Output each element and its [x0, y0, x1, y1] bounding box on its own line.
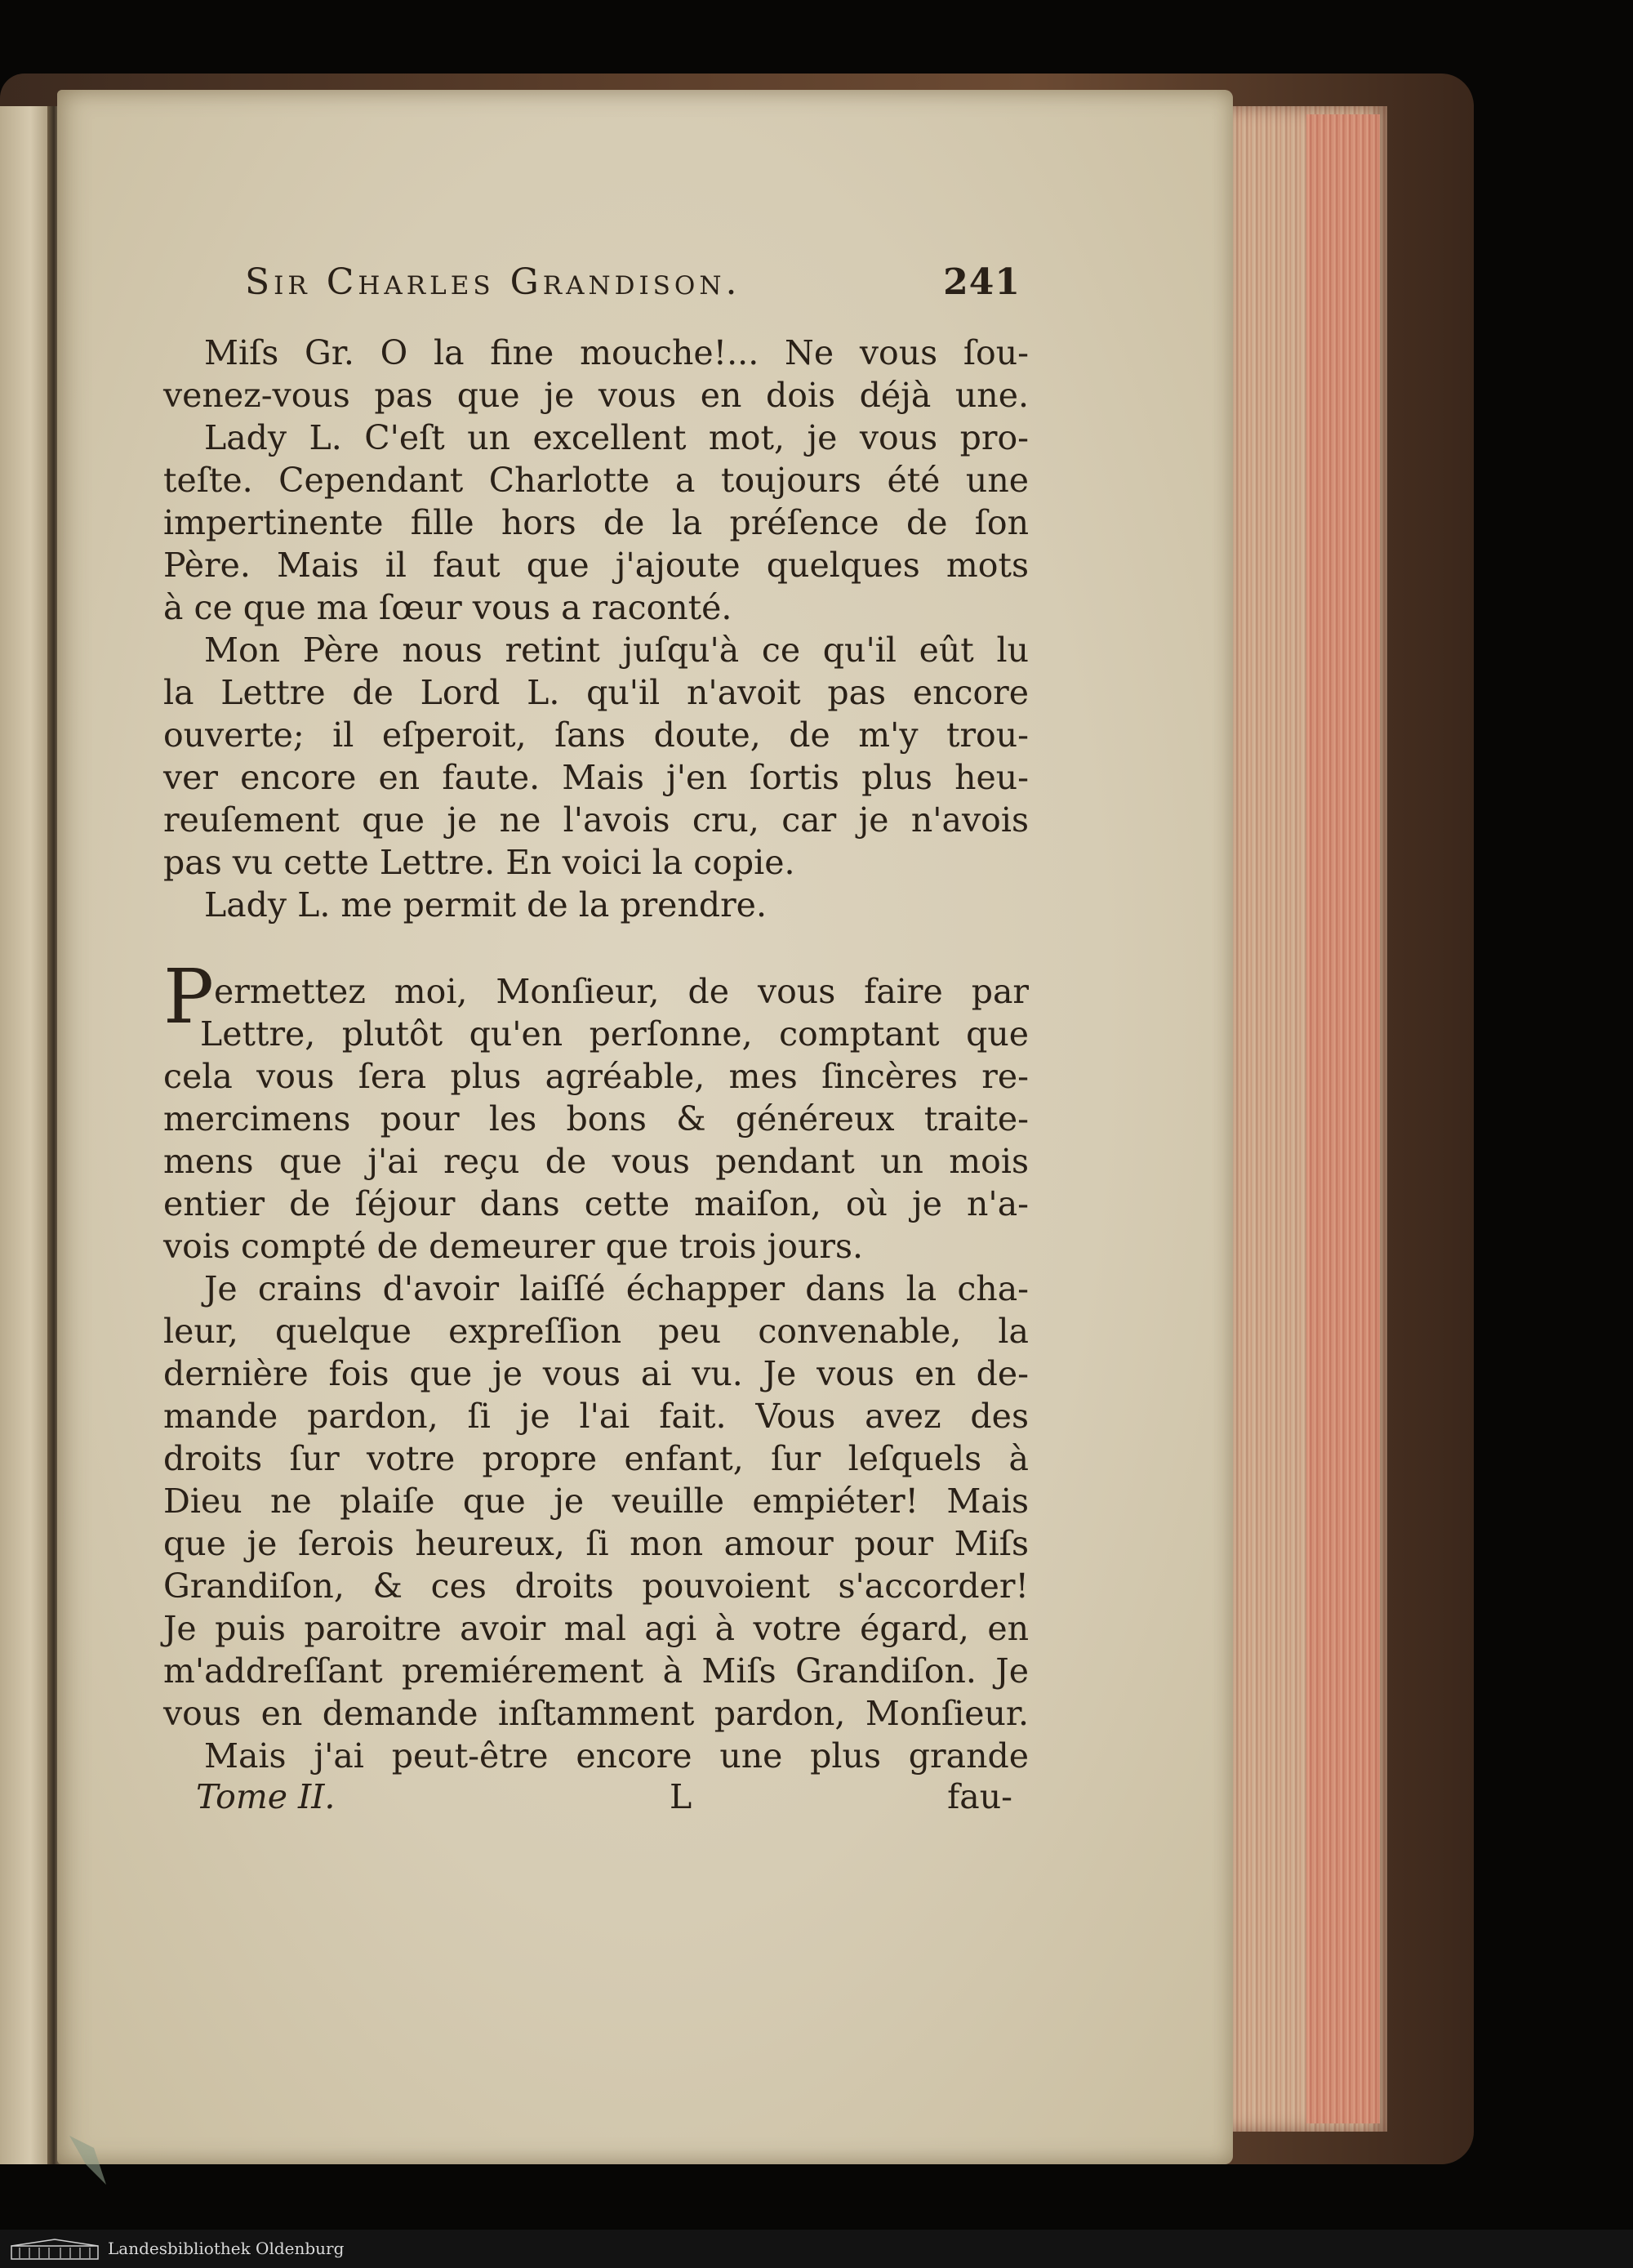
text-line: ermettez moi, Monſieur, de vous faire par	[214, 972, 1029, 1011]
library-building-icon	[10, 2238, 100, 2261]
text-line: que je ſerois heureux, ſi mon amour pour Miſs	[163, 1524, 1029, 1563]
text-line: m'addreſſant premiérement à Miſs Grandiſon. Je	[163, 1651, 1029, 1691]
text-line: vous en demande inſtamment pardon, Monſieur.	[163, 1694, 1029, 1733]
running-header	[163, 261, 1029, 319]
text-line: droits ſur votre propre enfant, ſur leſquels à	[163, 1439, 1029, 1478]
library-footer-bar	[0, 2230, 1633, 2268]
text-line: la Lettre de Lord L. qu'il n'avoit pas encore	[163, 673, 1029, 712]
text-line: Je crains d'avoir laiſſé échapper dans la cha-	[204, 1269, 1029, 1308]
text-line: leur, quelque expreſſion peu convenable, la	[163, 1312, 1029, 1351]
text-line: cela vous ſera plus agréable, mes ſincères re-	[163, 1057, 1029, 1096]
bookmark-ribbon	[61, 2132, 110, 2189]
signature-mark: L	[670, 1777, 692, 1816]
text-line: venez-vous pas que je vous en dois déjà une.	[163, 376, 1029, 415]
page-number: 241	[943, 261, 1021, 303]
red-page-edges	[1306, 114, 1380, 2123]
text-line: Père. Mais il faut que j'ajoute quelques mots	[163, 546, 1029, 585]
text-line: reuſement que je ne l'avois cru, car je n'avois	[163, 800, 1029, 840]
running-title: Sir Charles Grandison.	[245, 261, 741, 303]
text-line: pas vu cette Lettre. En voici la copie.	[163, 843, 795, 882]
text-line: teſte. Cependant Charlotte a toujours été une	[163, 461, 1029, 500]
text-line: ouverte; il eſperoit, ſans doute, de m'y trou-	[163, 715, 1029, 755]
text-line: Miſs Gr. O la fine mouche!... Ne vous ſou-	[204, 333, 1029, 372]
text-line: Lady L. me permit de la prendre.	[204, 885, 767, 925]
text-line: vois compté de demeurer que trois jours.	[163, 1227, 864, 1266]
text-line: Mon Père nous retint juſqu'à ce qu'il eût lu	[204, 630, 1029, 670]
text-line: Mais j'ai peut-être encore une plus grande	[204, 1736, 1029, 1776]
catchword: fau-	[947, 1777, 1012, 1816]
text-line: mercimens pour les bons & généreux traite-	[163, 1099, 1029, 1138]
text-line: ver encore en faute. Mais j'en ſortis plus heu-	[163, 758, 1029, 797]
text-line: Lady L. C'eſt un excellent mot, je vous pro-	[204, 418, 1029, 457]
text-line: impertinente fille hors de la préſence de ſon	[163, 503, 1029, 542]
text-line: Dieu ne plaiſe que je veuille empiéter! Mais	[163, 1482, 1029, 1521]
text-line: à ce que ma ſœur vous a raconté.	[163, 588, 732, 627]
library-name: Landesbibliothek Oldenburg	[108, 2239, 345, 2258]
text-line: entier de ſéjour dans cette maiſon, où je n'a-	[163, 1184, 1029, 1223]
text-line: mande pardon, ſi je l'ai fait. Vous avez des	[163, 1397, 1029, 1436]
text-line: Je puis paroitre avoir mal agi à votre égard, en	[163, 1609, 1029, 1648]
previous-page-edge	[0, 106, 51, 2164]
text-line: dernière fois que je vous ai vu. Je vous en de-	[163, 1354, 1029, 1393]
drop-cap: P	[163, 953, 214, 1040]
text-line: Grandiſon, & ces droits pouvoient s'accorder!	[163, 1566, 1029, 1606]
text-line: mens que j'ai reçu de vous pendant un mois	[163, 1142, 1029, 1181]
page-footer	[163, 1777, 1029, 1820]
volume-marker: Tome II.	[196, 1777, 336, 1816]
text-line: Lettre, plutôt qu'en perſonne, comptant que	[200, 1014, 1029, 1054]
